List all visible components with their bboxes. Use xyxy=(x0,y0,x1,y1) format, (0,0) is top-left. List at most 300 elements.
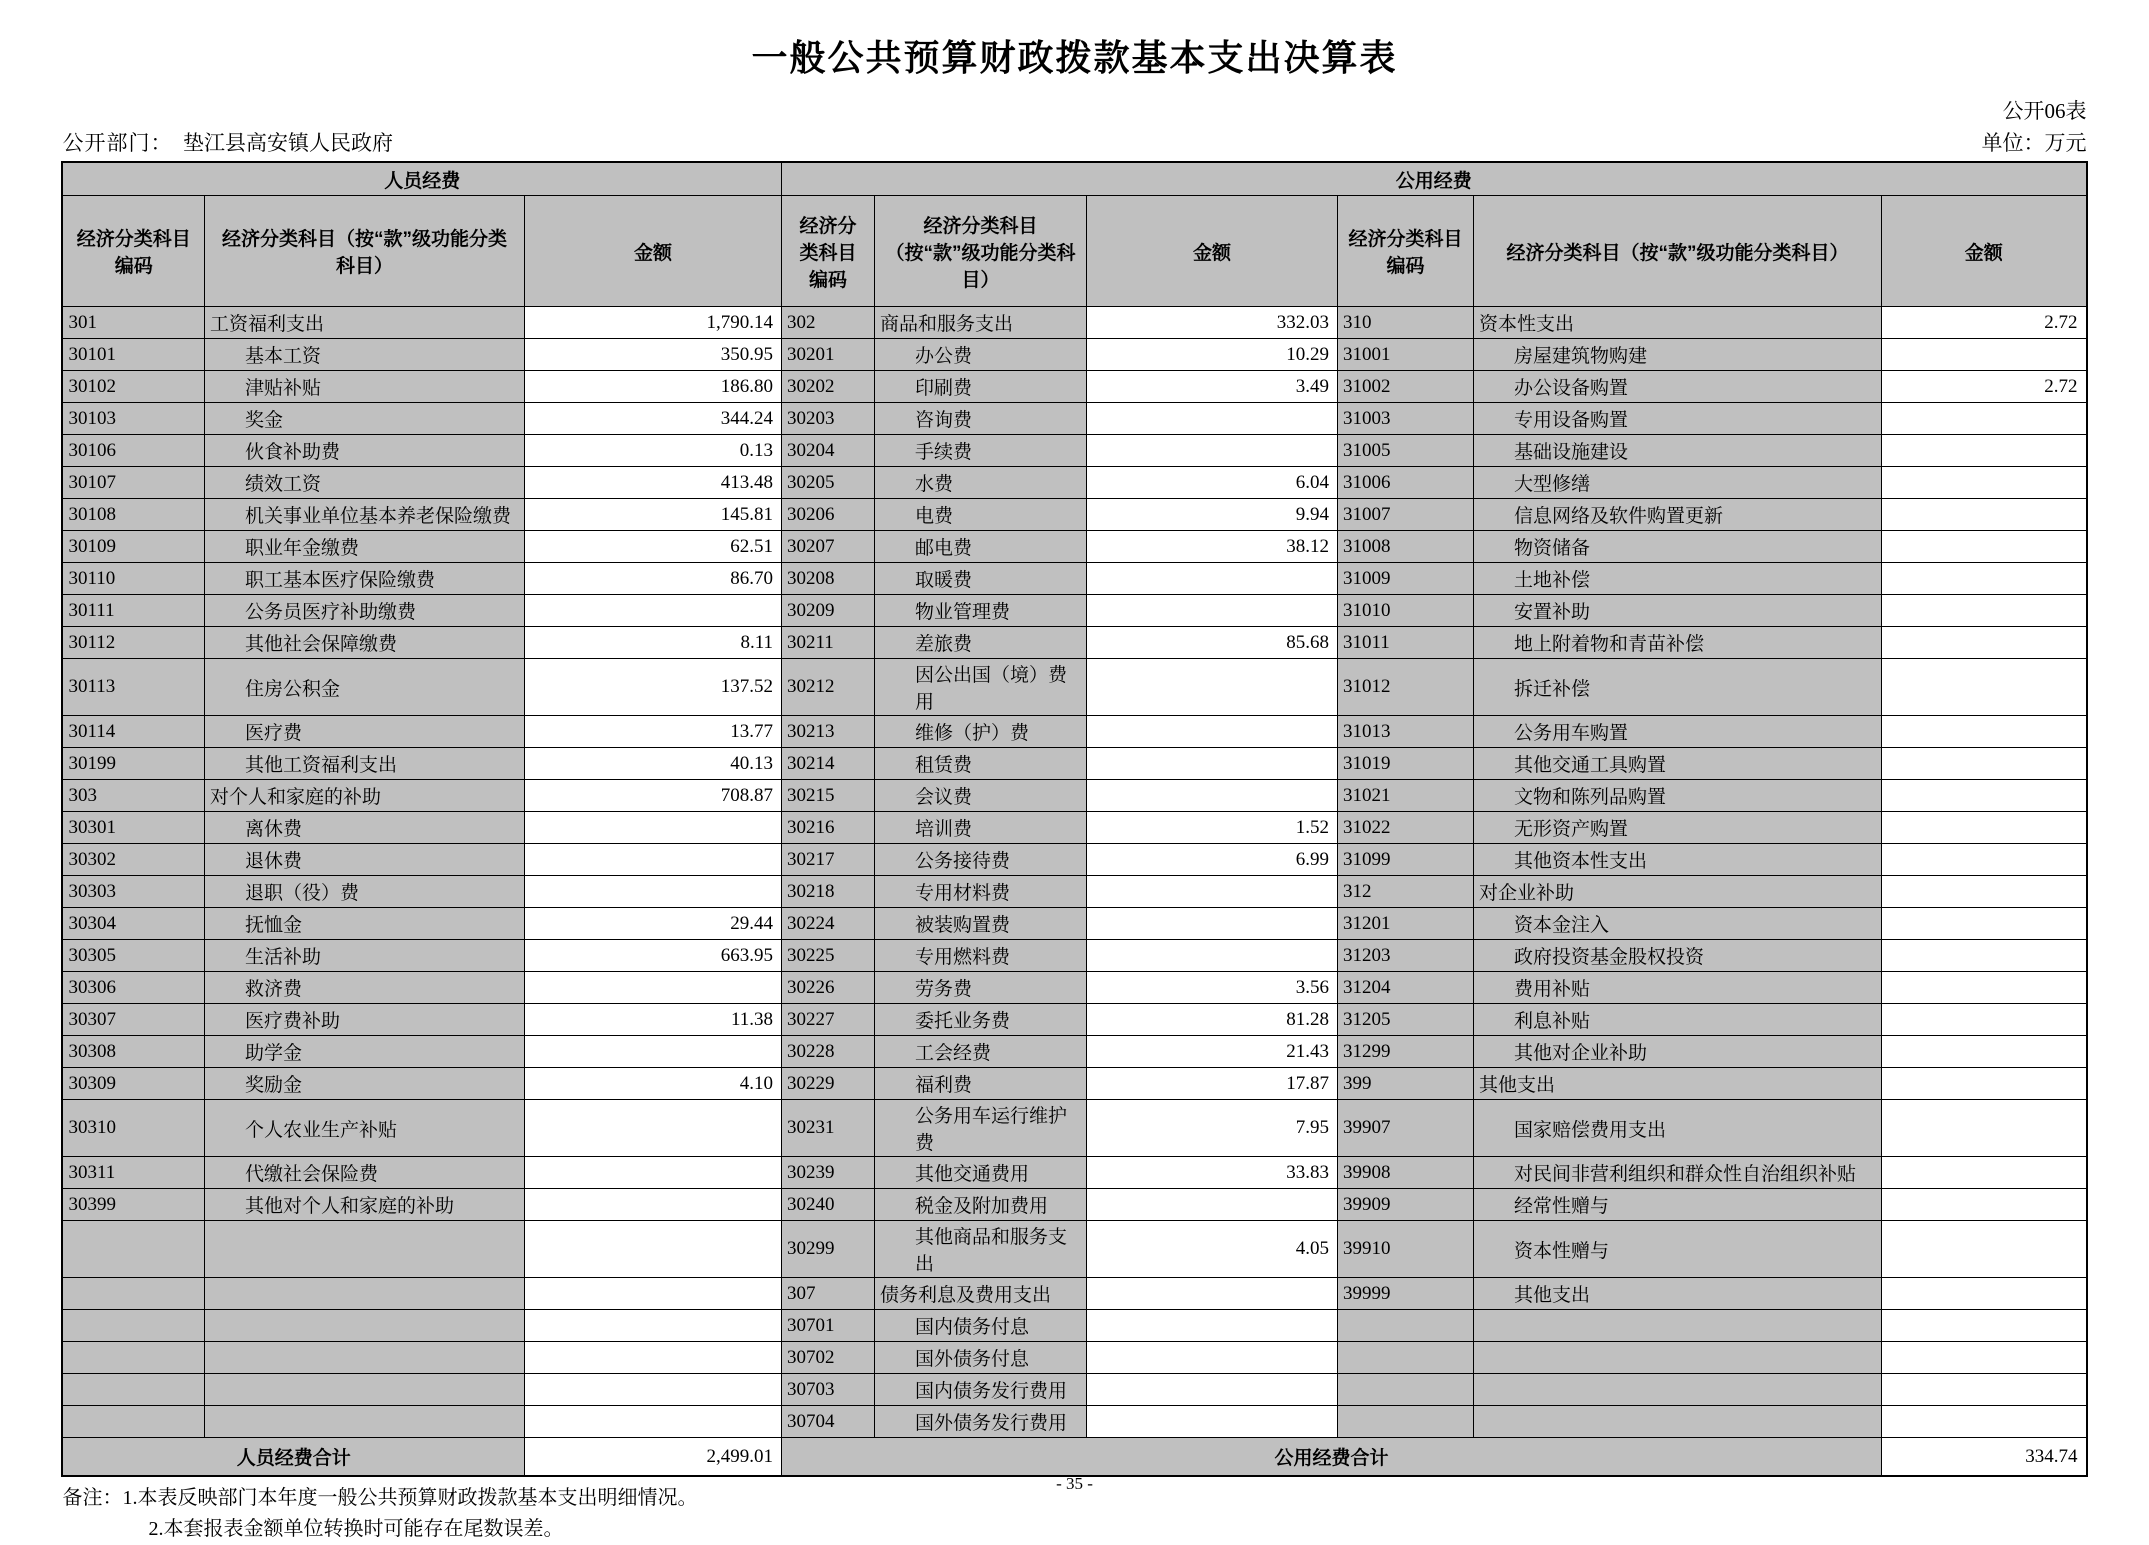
amount-cell xyxy=(1882,499,2087,531)
table-row xyxy=(62,748,2086,780)
table-row xyxy=(62,499,2086,531)
col-header-subject-2: 经济分类科目（按“款”级功能分类科目） xyxy=(875,196,1087,307)
code-cell: 30204 xyxy=(782,435,875,467)
amount-cell xyxy=(1087,659,1338,716)
subject-cell: 个人农业生产补贴 xyxy=(204,1100,524,1157)
code-cell: 39910 xyxy=(1338,1221,1474,1278)
amount-cell xyxy=(524,1374,781,1406)
code-cell: 30201 xyxy=(782,339,875,371)
amount-cell xyxy=(1882,940,2087,972)
subject-cell: 其他对企业补助 xyxy=(1474,1036,1882,1068)
amount-cell xyxy=(1882,1221,2087,1278)
code-cell: 30207 xyxy=(782,531,875,563)
amount-cell: 33.83 xyxy=(1087,1157,1338,1189)
code-cell: 31204 xyxy=(1338,972,1474,1004)
subject-cell: 维修（护）费 xyxy=(875,716,1087,748)
code-cell: 31010 xyxy=(1338,595,1474,627)
subject-cell: 经常性赠与 xyxy=(1474,1189,1882,1221)
amount-cell xyxy=(1882,972,2087,1004)
subject-cell: 其他交通工具购置 xyxy=(1474,748,1882,780)
code-cell: 31013 xyxy=(1338,716,1474,748)
subject-cell: 绩效工资 xyxy=(204,467,524,499)
amount-cell xyxy=(524,972,781,1004)
note-line-2: 2.本套报表金额单位转换时可能存在尾数误差。 xyxy=(148,1518,564,1540)
amount-cell: 2.72 xyxy=(1882,307,2087,339)
code-cell: 31099 xyxy=(1338,844,1474,876)
table-row xyxy=(62,716,2086,748)
subject-cell: 公务接待费 xyxy=(875,844,1087,876)
code-cell: 30701 xyxy=(782,1310,875,1342)
subject-cell: 医疗费补助 xyxy=(204,1004,524,1036)
amount-cell xyxy=(1882,531,2087,563)
amount-cell: 344.24 xyxy=(524,403,781,435)
subject-cell: 离休费 xyxy=(204,812,524,844)
code-cell xyxy=(62,1278,204,1310)
amount-cell xyxy=(1882,659,2087,716)
amount-cell: 145.81 xyxy=(524,499,781,531)
code-cell: 30308 xyxy=(62,1036,204,1068)
amount-cell: 6.99 xyxy=(1087,844,1338,876)
code-cell xyxy=(62,1342,204,1374)
subject-cell xyxy=(204,1342,524,1374)
subject-cell: 国外债务付息 xyxy=(875,1342,1087,1374)
code-cell: 30217 xyxy=(782,844,875,876)
subject-cell: 电费 xyxy=(875,499,1087,531)
amount-cell xyxy=(1882,563,2087,595)
amount-cell xyxy=(1087,595,1338,627)
table-row xyxy=(62,908,2086,940)
amount-cell: 17.87 xyxy=(1087,1068,1338,1100)
subject-cell: 公务用车运行维护费 xyxy=(875,1100,1087,1157)
code-cell xyxy=(62,1221,204,1278)
code-cell: 310 xyxy=(1338,307,1474,339)
code-cell: 30309 xyxy=(62,1068,204,1100)
code-cell: 30209 xyxy=(782,595,875,627)
amount-cell xyxy=(524,1310,781,1342)
department-label: 公开部门： xyxy=(62,131,173,155)
subject-cell: 税金及附加费用 xyxy=(875,1189,1087,1221)
amount-cell: 38.12 xyxy=(1087,531,1338,563)
amount-cell: 137.52 xyxy=(524,659,781,716)
code-cell: 30305 xyxy=(62,940,204,972)
code-cell: 30109 xyxy=(62,531,204,563)
amount-cell: 8.11 xyxy=(524,627,781,659)
subject-cell xyxy=(1474,1406,1882,1438)
amount-cell xyxy=(1882,1278,2087,1310)
table-row xyxy=(62,812,2086,844)
code-cell: 30307 xyxy=(62,1004,204,1036)
amount-cell xyxy=(1087,940,1338,972)
code-cell: 30102 xyxy=(62,371,204,403)
subject-cell: 资本性赠与 xyxy=(1474,1221,1882,1278)
code-cell: 30228 xyxy=(782,1036,875,1068)
code-cell: 30306 xyxy=(62,972,204,1004)
code-cell: 31001 xyxy=(1338,339,1474,371)
code-cell: 31002 xyxy=(1338,371,1474,403)
public-total-amount: 334.74 xyxy=(1882,1438,2087,1477)
subject-cell xyxy=(204,1221,524,1278)
amount-cell: 3.56 xyxy=(1087,972,1338,1004)
table-row xyxy=(62,403,2086,435)
code-cell: 30114 xyxy=(62,716,204,748)
subject-cell: 利息补贴 xyxy=(1474,1004,1882,1036)
subject-cell: 差旅费 xyxy=(875,627,1087,659)
amount-cell xyxy=(1882,1100,2087,1157)
amount-cell: 13.77 xyxy=(524,716,781,748)
subject-cell: 物业管理费 xyxy=(875,595,1087,627)
col-header-amount-3: 金额 xyxy=(1882,196,2087,307)
code-cell: 30231 xyxy=(782,1100,875,1157)
table-row xyxy=(62,1189,2086,1221)
amount-cell xyxy=(1882,1004,2087,1036)
page-title: 一般公共预算财政拨款基本支出决算表 xyxy=(751,37,1398,78)
subject-cell: 其他交通费用 xyxy=(875,1157,1087,1189)
subject-cell xyxy=(1474,1342,1882,1374)
group-header-row xyxy=(62,162,2086,196)
amount-cell xyxy=(1882,1068,2087,1100)
code-cell: 30205 xyxy=(782,467,875,499)
amount-cell: 186.80 xyxy=(524,371,781,403)
amount-cell xyxy=(524,1406,781,1438)
code-cell: 30299 xyxy=(782,1221,875,1278)
code-cell: 30111 xyxy=(62,595,204,627)
code-cell: 31019 xyxy=(1338,748,1474,780)
subject-cell: 国外债务发行费用 xyxy=(875,1406,1087,1438)
amount-cell xyxy=(1882,780,2087,812)
amount-cell: 2.72 xyxy=(1882,371,2087,403)
code-cell: 31299 xyxy=(1338,1036,1474,1068)
code-cell: 30703 xyxy=(782,1374,875,1406)
subject-cell: 对民间非营利组织和群众性自治组织补贴 xyxy=(1474,1157,1882,1189)
subject-cell: 助学金 xyxy=(204,1036,524,1068)
subject-cell: 其他社会保障缴费 xyxy=(204,627,524,659)
amount-cell: 21.43 xyxy=(1087,1036,1338,1068)
amount-cell: 86.70 xyxy=(524,563,781,595)
amount-cell xyxy=(1882,812,2087,844)
code-cell: 39907 xyxy=(1338,1100,1474,1157)
group-header-personnel: 人员经费 xyxy=(62,162,781,196)
subject-cell: 国内债务发行费用 xyxy=(875,1374,1087,1406)
subject-cell: 商品和服务支出 xyxy=(875,307,1087,339)
amount-cell xyxy=(1882,908,2087,940)
table-row xyxy=(62,780,2086,812)
amount-cell xyxy=(1882,716,2087,748)
unit-label: 单位：万元 xyxy=(1981,131,2087,155)
code-cell: 30240 xyxy=(782,1189,875,1221)
code-cell: 30224 xyxy=(782,908,875,940)
table-row xyxy=(62,844,2086,876)
subject-cell: 办公费 xyxy=(875,339,1087,371)
group-header-public: 公用经费 xyxy=(782,162,2087,196)
department-line xyxy=(63,127,394,157)
subject-cell: 医疗费 xyxy=(204,716,524,748)
amount-cell xyxy=(1087,908,1338,940)
amount-cell xyxy=(524,844,781,876)
subject-cell: 其他对个人和家庭的补助 xyxy=(204,1189,524,1221)
code-cell: 30202 xyxy=(782,371,875,403)
personnel-total-label: 人员经费合计 xyxy=(62,1438,524,1477)
subject-cell xyxy=(1474,1374,1882,1406)
subject-cell: 津贴补贴 xyxy=(204,371,524,403)
col-header-amount-1: 金额 xyxy=(524,196,781,307)
table-row xyxy=(62,1310,2086,1342)
subject-cell: 对企业补助 xyxy=(1474,876,1882,908)
code-cell: 31205 xyxy=(1338,1004,1474,1036)
table-row xyxy=(62,659,2086,716)
amount-cell: 1,790.14 xyxy=(524,307,781,339)
code-cell: 30310 xyxy=(62,1100,204,1157)
code-cell: 30214 xyxy=(782,748,875,780)
subject-cell: 职工基本医疗保险缴费 xyxy=(204,563,524,595)
amount-cell xyxy=(1087,1342,1338,1374)
code-cell: 30110 xyxy=(62,563,204,595)
code-cell xyxy=(62,1374,204,1406)
code-cell xyxy=(62,1310,204,1342)
table-row xyxy=(62,1100,2086,1157)
code-cell: 30239 xyxy=(782,1157,875,1189)
subject-cell: 专用燃料费 xyxy=(875,940,1087,972)
subject-cell: 办公设备购置 xyxy=(1474,371,1882,403)
code-cell: 31012 xyxy=(1338,659,1474,716)
subject-cell: 手续费 xyxy=(875,435,1087,467)
col-header-subject-3: 经济分类科目（按“款”级功能分类科目） xyxy=(1474,196,1882,307)
amount-cell xyxy=(1882,403,2087,435)
amount-cell: 81.28 xyxy=(1087,1004,1338,1036)
code-cell: 307 xyxy=(782,1278,875,1310)
amount-cell xyxy=(524,1157,781,1189)
code-cell: 30106 xyxy=(62,435,204,467)
subject-cell: 物资储备 xyxy=(1474,531,1882,563)
page-number: - 35 - xyxy=(1056,1474,1093,1493)
subject-cell: 退职（役）费 xyxy=(204,876,524,908)
amount-cell xyxy=(524,1036,781,1068)
amount-cell: 40.13 xyxy=(524,748,781,780)
table-row xyxy=(62,435,2086,467)
amount-cell xyxy=(1882,876,2087,908)
amount-cell: 350.95 xyxy=(524,339,781,371)
amount-cell: 29.44 xyxy=(524,908,781,940)
subject-cell: 地上附着物和青苗补偿 xyxy=(1474,627,1882,659)
amount-cell xyxy=(1087,1374,1338,1406)
amount-cell: 4.10 xyxy=(524,1068,781,1100)
subject-cell: 资本金注入 xyxy=(1474,908,1882,940)
subject-cell: 土地补偿 xyxy=(1474,563,1882,595)
code-cell: 30206 xyxy=(782,499,875,531)
amount-cell xyxy=(1882,748,2087,780)
subject-cell: 基础设施建设 xyxy=(1474,435,1882,467)
amount-cell xyxy=(524,1100,781,1157)
code-cell: 30112 xyxy=(62,627,204,659)
amount-cell: 0.13 xyxy=(524,435,781,467)
subject-cell: 工会经费 xyxy=(875,1036,1087,1068)
code-cell: 30229 xyxy=(782,1068,875,1100)
amount-cell xyxy=(1882,1189,2087,1221)
amount-cell: 11.38 xyxy=(524,1004,781,1036)
code-cell: 31022 xyxy=(1338,812,1474,844)
code-cell: 31007 xyxy=(1338,499,1474,531)
code-cell: 31008 xyxy=(1338,531,1474,563)
code-cell: 30208 xyxy=(782,563,875,595)
code-cell: 31011 xyxy=(1338,627,1474,659)
code-cell: 30211 xyxy=(782,627,875,659)
amount-cell: 62.51 xyxy=(524,531,781,563)
code-cell: 30212 xyxy=(782,659,875,716)
table-row xyxy=(62,1068,2086,1100)
subject-cell: 其他商品和服务支出 xyxy=(875,1221,1087,1278)
subject-cell: 文物和陈列品购置 xyxy=(1474,780,1882,812)
code-cell: 31021 xyxy=(1338,780,1474,812)
code-cell: 31009 xyxy=(1338,563,1474,595)
amount-cell xyxy=(1087,716,1338,748)
code-cell xyxy=(62,1406,204,1438)
amount-cell xyxy=(1882,595,2087,627)
amount-cell xyxy=(524,876,781,908)
code-cell: 303 xyxy=(62,780,204,812)
subject-cell: 国内债务付息 xyxy=(875,1310,1087,1342)
table-row xyxy=(62,1221,2086,1278)
table-row xyxy=(62,595,2086,627)
subject-cell xyxy=(204,1406,524,1438)
table-row xyxy=(62,940,2086,972)
code-cell: 30199 xyxy=(62,748,204,780)
amount-cell xyxy=(1087,1406,1338,1438)
code-cell: 39999 xyxy=(1338,1278,1474,1310)
code-cell: 30108 xyxy=(62,499,204,531)
subject-cell: 政府投资基金股权投资 xyxy=(1474,940,1882,972)
subject-cell: 救济费 xyxy=(204,972,524,1004)
code-cell: 30304 xyxy=(62,908,204,940)
public-total-label: 公用经费合计 xyxy=(782,1438,1882,1477)
amount-cell xyxy=(1882,435,2087,467)
col-header-amount-2: 金额 xyxy=(1087,196,1338,307)
amount-cell xyxy=(1882,627,2087,659)
table-row xyxy=(62,972,2086,1004)
subject-cell: 专用材料费 xyxy=(875,876,1087,908)
subject-cell: 住房公积金 xyxy=(204,659,524,716)
subject-cell: 大型修缮 xyxy=(1474,467,1882,499)
amount-cell xyxy=(1087,748,1338,780)
amount-cell xyxy=(524,595,781,627)
subject-cell: 公务用车购置 xyxy=(1474,716,1882,748)
code-cell: 39908 xyxy=(1338,1157,1474,1189)
col-header-code-3: 经济分类科目编码 xyxy=(1338,196,1474,307)
subject-cell: 拆迁补偿 xyxy=(1474,659,1882,716)
column-header-row xyxy=(62,196,2086,307)
subject-cell xyxy=(204,1310,524,1342)
subject-cell: 债务利息及费用支出 xyxy=(875,1278,1087,1310)
col-header-subject-1: 经济分类科目（按“款”级功能分类科目） xyxy=(204,196,524,307)
subject-cell: 抚恤金 xyxy=(204,908,524,940)
subject-cell: 培训费 xyxy=(875,812,1087,844)
total-row xyxy=(62,1438,2086,1477)
amount-cell: 85.68 xyxy=(1087,627,1338,659)
amount-cell xyxy=(1087,1310,1338,1342)
amount-cell: 9.94 xyxy=(1087,499,1338,531)
subject-cell: 房屋建筑物购建 xyxy=(1474,339,1882,371)
subject-cell: 信息网络及软件购置更新 xyxy=(1474,499,1882,531)
code-cell: 30301 xyxy=(62,812,204,844)
code-cell: 30399 xyxy=(62,1189,204,1221)
subject-cell: 奖励金 xyxy=(204,1068,524,1100)
code-cell: 30107 xyxy=(62,467,204,499)
subject-cell: 资本性支出 xyxy=(1474,307,1882,339)
subject-cell: 奖金 xyxy=(204,403,524,435)
code-cell xyxy=(1338,1342,1474,1374)
code-cell: 30113 xyxy=(62,659,204,716)
subject-cell: 工资福利支出 xyxy=(204,307,524,339)
code-cell: 301 xyxy=(62,307,204,339)
subject-cell: 其他支出 xyxy=(1474,1278,1882,1310)
personnel-total-amount: 2,499.01 xyxy=(524,1438,781,1477)
amount-cell xyxy=(1882,339,2087,371)
subject-cell: 费用补贴 xyxy=(1474,972,1882,1004)
amount-cell xyxy=(524,1221,781,1278)
col-header-code-1: 经济分类科目编码 xyxy=(62,196,204,307)
amount-cell xyxy=(524,1189,781,1221)
amount-cell: 6.04 xyxy=(1087,467,1338,499)
code-cell: 30225 xyxy=(782,940,875,972)
subject-cell: 公务员医疗补助缴费 xyxy=(204,595,524,627)
subject-cell: 委托业务费 xyxy=(875,1004,1087,1036)
subject-cell: 专用设备购置 xyxy=(1474,403,1882,435)
amount-cell xyxy=(1087,876,1338,908)
table-row xyxy=(62,339,2086,371)
amount-cell: 663.95 xyxy=(524,940,781,972)
amount-cell xyxy=(524,812,781,844)
table-row xyxy=(62,467,2086,499)
subject-cell: 无形资产购置 xyxy=(1474,812,1882,844)
amount-cell xyxy=(1882,1310,2087,1342)
table-row xyxy=(62,1342,2086,1374)
amount-cell: 10.29 xyxy=(1087,339,1338,371)
subject-cell: 被装购置费 xyxy=(875,908,1087,940)
table-row xyxy=(62,1157,2086,1189)
code-cell: 399 xyxy=(1338,1068,1474,1100)
note-line-1: 备注：1.本表反映部门本年度一般公共预算财政拨款基本支出明细情况。 xyxy=(62,1487,698,1509)
table-body xyxy=(62,307,2086,1438)
table-row xyxy=(62,1278,2086,1310)
subject-cell: 咨询费 xyxy=(875,403,1087,435)
meta-row xyxy=(63,127,2087,157)
table-row xyxy=(62,371,2086,403)
code-cell: 30101 xyxy=(62,339,204,371)
subject-cell: 取暖费 xyxy=(875,563,1087,595)
code-cell: 30216 xyxy=(782,812,875,844)
code-cell: 31005 xyxy=(1338,435,1474,467)
code-cell xyxy=(1338,1310,1474,1342)
amount-cell xyxy=(1087,1278,1338,1310)
subject-cell: 退休费 xyxy=(204,844,524,876)
code-cell: 312 xyxy=(1338,876,1474,908)
subject-cell: 对个人和家庭的补助 xyxy=(204,780,524,812)
amount-cell xyxy=(1087,403,1338,435)
code-cell: 30213 xyxy=(782,716,875,748)
amount-cell xyxy=(524,1342,781,1374)
table-row xyxy=(62,1374,2086,1406)
subject-cell: 国家赔偿费用支出 xyxy=(1474,1100,1882,1157)
code-cell: 30103 xyxy=(62,403,204,435)
amount-cell: 708.87 xyxy=(524,780,781,812)
subject-cell: 租赁费 xyxy=(875,748,1087,780)
code-cell: 30303 xyxy=(62,876,204,908)
table-row xyxy=(62,627,2086,659)
table-row xyxy=(62,307,2086,339)
code-cell: 39909 xyxy=(1338,1189,1474,1221)
amount-cell xyxy=(1882,1374,2087,1406)
subject-cell: 劳务费 xyxy=(875,972,1087,1004)
amount-cell: 7.95 xyxy=(1087,1100,1338,1157)
code-cell xyxy=(1338,1406,1474,1438)
